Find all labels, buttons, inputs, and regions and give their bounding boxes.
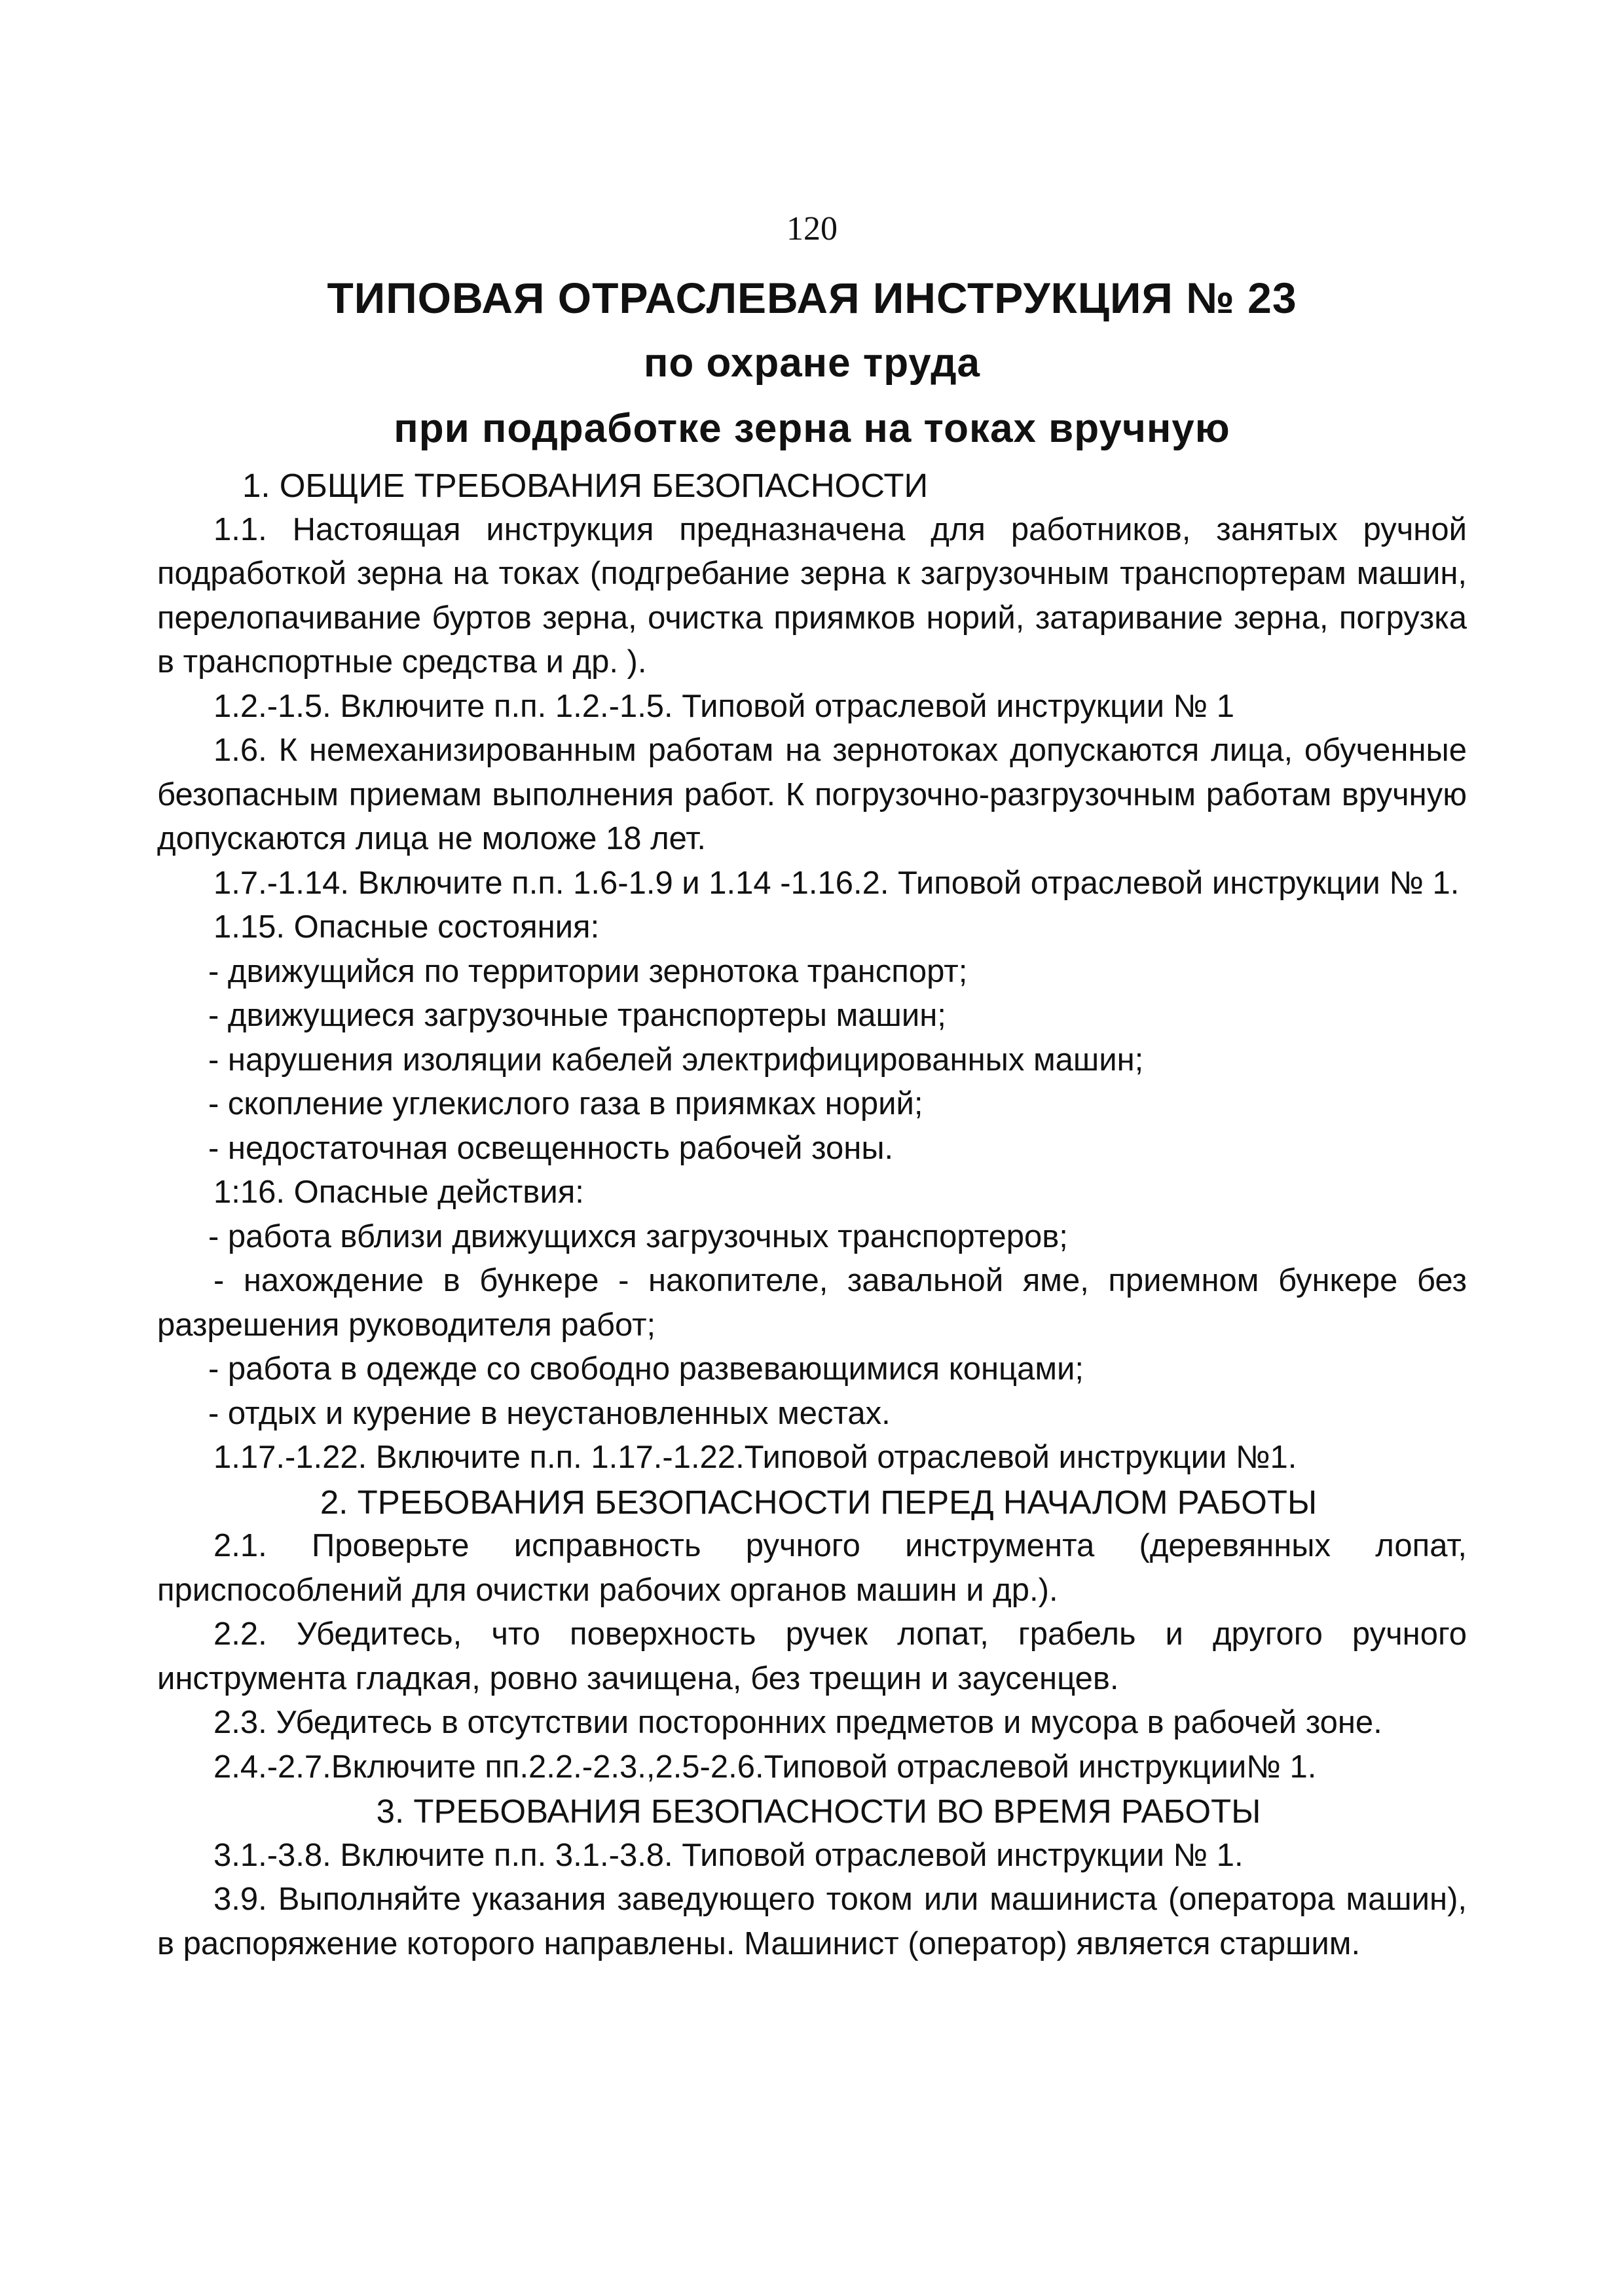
list-item: - недостаточная освещенность рабочей зоны. [208,1130,894,1166]
title-line-1: ТИПОВАЯ ОТРАСЛЕВАЯ ИНСТРУКЦИЯ № 23 [327,274,1297,322]
title-line-3: при подработке зерна на токах вручную [394,406,1230,451]
paragraph-2-4: 2.4.-2.7.Включите пп.2.2.-2.3.,2.5-2.6.Типовой отраслевой инструкции№ 1. [213,1749,1317,1785]
paragraph-1-1: 1.1. Настоящая инструкция предназначена для работников, занятых ручной подработкой зерна на токах (подгребание зерна к загрузочным транспортерам машин, перелопачивание буртов зерна, очистка приямков норий, затаривание зерна, погрузка в транспортные средства и др. ). [157,511,1467,680]
paragraph-2-1: 2.1. Проверьте исправность ручного инструмента (деревянных лопат, приспособлений для очистки рабочих органов машин и др.). [157,1528,1467,1608]
paragraph-1-6: 1.6. К немеханизированным работам на зернотоках допускаются лица, обученные безопасным приемам выполнения работ. К погрузочно-разгрузочным работам вручную допускаются лица не моложе 18 лет. [157,733,1467,856]
paragraph-3-9: 3.9. Выполняйте указания заведующего током или машиниста (оператора машин), в распоряжение которого направлены. Машинист (оператор) является старшим. [157,1882,1467,1961]
title-line-2: по охране труда [643,340,981,386]
paragraph-3-1: 3.1.-3.8. Включите п.п. 3.1.-3.8. Типовой отраслевой инструкции № 1. [213,1837,1244,1873]
paragraph-1-2: 1.2.-1.5. Включите п.п. 1.2.-1.5. Типовой отраслевой инструкции № 1 [213,688,1234,724]
list-item: - нахождение в бункере - накопителе, завальной яме, приемном бункере без разрешения руководителя работ; [157,1263,1467,1343]
paragraph-1-15: 1.15. Опасные состояния: [213,909,600,945]
paragraph-1-17: 1.17.-1.22. Включите п.п. 1.17.-1.22.Типовой отраслевой инструкции №1. [213,1440,1297,1475]
paragraph-2-3: 2.3. Убедитесь в отсутствии посторонних предметов и мусора в рабочей зоне. [213,1705,1382,1740]
document-title [0,265,1624,462]
paragraph-1-16: 1:16. Опасные действия: [213,1175,584,1210]
document-body [157,464,1467,1966]
list-item: - скопление углекислого газа в приямках норий; [208,1086,923,1121]
list-item: - работа в одежде со свободно развевающимися концами; [208,1351,1084,1387]
section-3-heading: 3. ТРЕБОВАНИЯ БЕЗОПАСНОСТИ ВО ВРЕМЯ РАБОТЫ [376,1793,1261,1830]
section-1-heading: 1. ОБЩИЕ ТРЕБОВАНИЯ БЕЗОПАСНОСТИ [242,467,929,504]
section-2-heading: 2. ТРЕБОВАНИЯ БЕЗОПАСНОСТИ ПЕРЕД НАЧАЛОМ РАБОТЫ [320,1483,1318,1521]
list-item: - движущийся по территории зернотока транспорт; [208,953,968,989]
paragraph-1-7: 1.7.-1.14. Включите п.п. 1.6-1.9 и 1.14 -1.16.2. Типовой отраслевой инструкции № 1. [213,865,1460,901]
list-item: - нарушения изоляции кабелей электрифицированных машин; [208,1042,1144,1078]
page-number: 120 [786,210,838,247]
list-item: - работа вблизи движущихся загрузочных транспортеров; [208,1218,1068,1254]
paragraph-2-2: 2.2. Убедитесь, что поверхность ручек лопат, грабель и другого ручного инструмента гладкая, ровно зачищена, без трещин и заусенцев. [157,1616,1467,1696]
list-item: - отдых и курение в неустановленных местах. [208,1395,891,1431]
list-item: - движущиеся загрузочные транспортеры машин; [208,998,946,1033]
